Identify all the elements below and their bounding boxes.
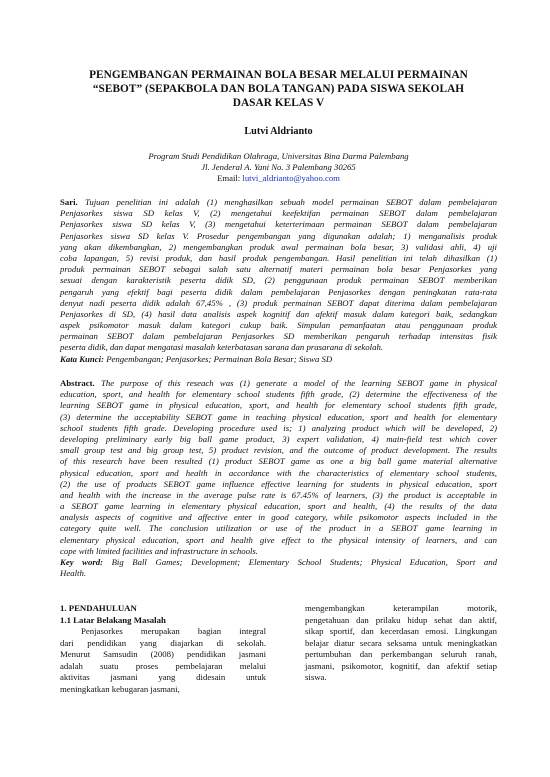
body-line: Menurut Samsudin (2008) pendidikan jasmani	[60, 649, 266, 659]
title-line: DASAR KELAS V	[232, 97, 325, 110]
abstract-text: (2) the use of products SEBOT game influence effective learning for students in physical education, sport	[60, 478, 497, 489]
keywords-text: Big Ball Games; Development; Elementary School Students; Physical Education, Sport and	[103, 557, 497, 567]
abstrak-line	[60, 320, 497, 331]
abstrak-line	[60, 287, 497, 298]
abstract-label: Abstract.	[60, 378, 95, 388]
abstrak-line	[60, 208, 497, 219]
abstrak-text: Penjasorkes di SD, (4) hasil data analisis aspek kognitif dan afektif masuk dalam kategori baik, sedangkan	[60, 308, 497, 319]
abstract-text: elementary physical education, sport and health give effect to the physical intensity of learners, and can	[60, 534, 497, 545]
body-left-column	[60, 603, 266, 695]
abstrak-label: Sari.	[60, 197, 78, 207]
abstract-line	[60, 434, 497, 445]
abstrak-line	[60, 219, 497, 230]
abstract-text: a SEBOT game learning in elementary physical education, sport and health, (4) the results of the data	[60, 501, 497, 512]
keywords-line	[60, 557, 497, 568]
body-line: sikap sportif, dan kecerdasan emosi. Lingkungan	[305, 626, 497, 636]
abstract-line	[60, 445, 497, 456]
abstract-line	[60, 389, 497, 400]
abstrak-line	[60, 253, 497, 264]
body-line: siswa.	[305, 672, 327, 682]
abstrak-line	[60, 331, 497, 342]
email-line	[60, 173, 497, 184]
affiliation-line: Program Studi Pendidikan Olahraga, Universitas Bina Darma Palembang	[148, 151, 409, 161]
abstrak-text: pengaruh yang efektif bagi peserta didik dalam pembelajaran Penjasorkes dengan peningkatan rata-rata	[60, 286, 497, 297]
body-line: belajar diatur secara seksama untuk meningkatkan	[305, 637, 497, 648]
abstrak-text: aspek psikomotor masuk dalam kategori cukup baik. Simpulan pemanfaatan atau penggunaan produk	[60, 320, 497, 331]
keywords-label: Kata Kunci:	[60, 353, 105, 364]
body-line: aktivitas jasmani yang didesain untuk	[60, 672, 266, 682]
abstract-line	[60, 468, 497, 479]
paper-title	[60, 68, 497, 111]
abstract-line	[60, 479, 497, 490]
abstrak-line	[60, 298, 497, 309]
keywords-text: Health.	[60, 568, 87, 579]
abstract-text: The purpose of this reseach was (1) generate a model of the learning SEBOT game in physical	[94, 378, 497, 388]
keywords-text: Pengembangan; Penjasorkes; Permainan Bola Besar; Siswa SD	[104, 353, 333, 364]
body-line: meningkatkan kebugaran jasmani,	[60, 683, 180, 694]
abstract-line	[60, 456, 497, 467]
body-line: pengetahuan dan prilaku hidup sehat dan aktif,	[305, 614, 497, 625]
abstract-line	[60, 378, 497, 389]
title-line: PENGEMBANGAN PERMAINAN BOLA BESAR MELALUI PERMAINAN	[89, 69, 468, 81]
abstract-text: physical education, sport and health in accordance with the characteristics of elementary school students,	[60, 467, 497, 478]
abstract-text: and health with the increase in the average pulse rate is 67.45% of learners, (3) the product is acceptable in	[60, 489, 497, 500]
abstract-text: of this research have been resulted (1) product SEBOT game as one a big ball game material alternative	[60, 456, 497, 467]
abstrak-text: Tujuan penelitian ini adalah (1) menghasilkan sebuah model permainan SEBOT dalam pembelajaran	[77, 197, 497, 207]
abstract-text: education, sport, and health for elementary school students fifth grade, (2) determine the effectiveness of the	[60, 389, 497, 400]
body-line: Penjasorkes merupakan bagian integral	[81, 626, 266, 636]
abstrak-block	[60, 197, 497, 365]
abstract-line	[60, 535, 497, 546]
abstract-text: category quite well. The conclusion utilization or use of the product in a SEBOT game learning in	[60, 523, 497, 534]
abstract-line	[60, 546, 497, 557]
subsection-heading: 1.1 Latar Belakang Masalah	[60, 614, 166, 625]
body-line: dari pendidikan yang diajarkan di sekolah.	[60, 637, 266, 648]
abstrak-line	[60, 197, 497, 208]
abstract-line	[60, 412, 497, 423]
abstrak-text: denyut nadi peserta didik adalah 67,45% , (3) produk permainan SEBOT dapat diterima dalam pembelajaran	[60, 297, 497, 308]
abstract-text: developing preliminary early big ball game product, 3) expert validation, 4) main-field test which cover	[60, 433, 497, 444]
abstrak-text: coba lapangan, 5) revisi produk, dan hasil produk pengembangan. Hasil penelitian ini telah dihasilkan (1)	[60, 252, 497, 263]
abstract-line	[60, 523, 497, 534]
section-heading: 1. PENDAHULUAN	[60, 603, 137, 613]
abstract-text: school students fifth grade. Developing procedure used is; 1) analyzing product which will be developed, 2)	[60, 422, 497, 433]
abstract-line	[60, 400, 497, 411]
abstract-line	[60, 423, 497, 434]
abstract-text: cope with limited facilities and infrastructure in schools.	[60, 545, 258, 556]
body-line: mengembangkan keterampilan motorik,	[305, 603, 497, 613]
author-name: Lutvi Aldrianto	[244, 126, 313, 137]
keywords-line	[60, 568, 497, 579]
abstract-text: (3) determine the acceptability SEBOT game in teaching physical education, sport and health for elementary	[60, 411, 497, 422]
abstrak-text: yang akan dikembangkan, 2) mengembangkan produk awal permainan bola besar, 3) validasi ahli, 4) uji	[60, 241, 497, 252]
abstrak-text: permainan SEBOT dalam pembelajaran Penjasorkes SD memberikan pengaruh terhadap intensitas fisik	[60, 331, 497, 342]
abstrak-text: Penjasorkes siswa SD kelas V, (2) mengetahui keefektifan permainan SEBOT dalam pembelajaran	[60, 208, 497, 219]
keywords-label: Key word:	[60, 557, 104, 567]
abstrak-line	[60, 309, 497, 320]
abstrak-text: produk permainan SEBOT sebagai salah satu alternatif materi permainan bola besar Penjasorkes yang	[60, 264, 497, 275]
body-line: pertumbuhan dan perkembangan seluruh ranah,	[305, 649, 497, 659]
title-line: “SEBOT” (SEPAKBOLA DAN BOLA TANGAN) PADA SISWA SEKOLAH	[92, 83, 465, 96]
abstrak-line	[60, 275, 497, 286]
affiliation	[60, 151, 497, 185]
keywords-line	[60, 354, 497, 365]
affiliation-line: Jl. Jenderal A. Yani No. 3 Palembang 30265	[201, 162, 356, 173]
email-label: Email:	[217, 173, 243, 184]
abstract-text: learning SEBOT game in physical education, sport, and health for elementary school students fifth grade,	[60, 400, 497, 411]
abstrak-text: Penjasorkes siswa SD kelas V, (3) mengetahui keterterimaan permainan SEBOT dalam pembelajaran	[60, 219, 497, 230]
abstrak-line	[60, 264, 497, 275]
abstract-text: small group test and big group test, 5) product revision, and the outcome of product development. The results	[60, 445, 497, 456]
abstrak-line	[60, 231, 497, 242]
abstrak-line	[60, 342, 497, 353]
abstract-line	[60, 501, 497, 512]
body-line: jasmani, psikomotor, kognitif, dan afektif setiap	[305, 660, 497, 671]
abstrak-text: peserta didik, dan dapat mengatasi masalah keterbatasan sarana dan prasarana di sekolah.	[60, 342, 384, 353]
abstrak-line	[60, 242, 497, 253]
abstract-text: analysis aspects of cognitive and affective enter in good category, while psikomotor aspects included in the	[60, 512, 497, 523]
abstrak-text: sesuai dengan karakteristik peserta didik SD, (2) penggunaan produk permainan SEBOT memberikan	[60, 275, 497, 286]
abstrak-text: Penjasorkes siswa SD kelas V. Prosedur pengembangan yang digunakan adalah; 1) menganalisis produk	[60, 230, 497, 241]
body-line: adalah suatu proses pembelajaran melalui	[60, 660, 266, 671]
abstract-block	[60, 378, 497, 579]
body-right-column	[305, 603, 497, 684]
abstract-line	[60, 490, 497, 501]
abstract-line	[60, 512, 497, 523]
email-link[interactable]: lutvi_aldrianto@yahoo.com	[242, 173, 340, 184]
